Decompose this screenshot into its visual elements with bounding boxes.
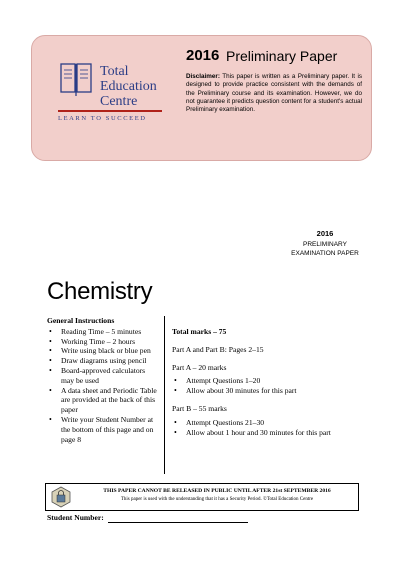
instructions-list xyxy=(47,327,159,445)
part-a-item: • Attempt Questions 1–20 xyxy=(172,376,352,386)
subject-title: Chemistry xyxy=(47,278,153,305)
instruction-item: • Write your Student Number at the bottom of this page and on page 8 xyxy=(47,415,159,444)
disclaimer-label: Disclaimer: xyxy=(186,73,220,80)
part-b-item: • Allow about 1 hour and 30 minutes for this part xyxy=(172,428,352,438)
disclaimer xyxy=(186,73,362,114)
exam-year: 2016 xyxy=(316,229,334,238)
instruction-item: • Board-approved calculators may be used xyxy=(47,366,159,386)
parts-pages: Part A and Part B: Pages 2–15 xyxy=(172,344,264,354)
part-b-list xyxy=(172,418,352,438)
logo-rule xyxy=(58,110,162,112)
instruction-item: • Write using black or blue pen xyxy=(47,346,159,356)
exam-type-line1: PRELIMINARY xyxy=(303,241,347,248)
security-seal-icon xyxy=(50,486,72,508)
logo-text-education: Education xyxy=(100,79,157,94)
total-marks: Total marks – 75 xyxy=(172,327,227,336)
exam-type-line2: EXAMINATION PAPER xyxy=(291,249,359,257)
part-a-item: • Allow about 30 minutes for this part xyxy=(172,386,352,396)
security-sub-text: This paper is used with the understanding that it has a Security Period. ©Total Education Centre xyxy=(120,497,314,502)
disclaimer-text: This paper is written as a Preliminary paper. It is designed to provide practice consistent with the demands of the Preliminary course and its examination. However, we do not guarantee it predicts question content for a student's actual Preliminary examination. xyxy=(186,73,362,114)
security-notice xyxy=(45,483,359,511)
part-a-list xyxy=(172,376,352,396)
general-instructions-heading: General Instructions xyxy=(47,316,115,325)
exam-type xyxy=(280,241,370,258)
student-number-field[interactable] xyxy=(108,522,248,523)
paper-title: Preliminary Paper xyxy=(226,48,338,64)
instruction-item: • A data sheet and Periodic Table are provided at the back of this paper xyxy=(47,386,159,415)
logo-tagline: LEARN TO SUCCEED xyxy=(58,115,147,122)
instruction-item: • Reading Time – 5 minutes xyxy=(47,327,159,337)
logo xyxy=(58,60,168,120)
instruction-item: • Draw diagrams using pencil xyxy=(47,356,159,366)
logo-text-total: Total xyxy=(100,64,129,79)
student-number-label: Student Number: xyxy=(47,513,104,522)
book-icon xyxy=(58,60,94,100)
column-divider xyxy=(164,316,165,474)
part-a-heading: Part A – 20 marks xyxy=(172,362,227,372)
security-main-text: THIS PAPER CANNOT BE RELEASED IN PUBLIC UNTIL AFTER 21st SEPTEMBER 2016 xyxy=(103,488,331,494)
paper-year: 2016 xyxy=(186,47,220,64)
general-instructions xyxy=(47,316,159,444)
logo-text-centre: Centre xyxy=(100,94,138,109)
part-b-heading: Part B – 55 marks xyxy=(172,403,227,413)
marks-summary xyxy=(172,327,352,437)
instruction-item: • Working Time – 2 hours xyxy=(47,337,159,347)
part-b-item: • Attempt Questions 21–30 xyxy=(172,418,352,428)
